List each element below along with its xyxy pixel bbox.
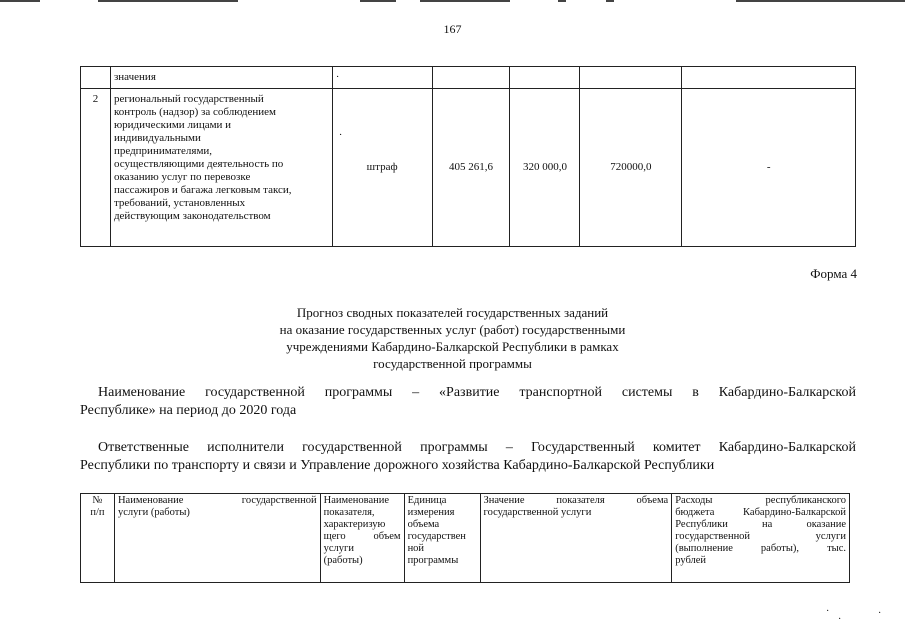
name-line: региональный государственный	[113, 93, 264, 105]
header-line: (работы)	[323, 555, 363, 566]
program-name-paragraph	[80, 384, 856, 420]
name-line: индивидуальными	[113, 132, 201, 144]
header-line: программы	[407, 555, 459, 566]
forecast-table	[80, 493, 850, 583]
header-line: государственной услуги	[675, 531, 846, 542]
header-value	[480, 494, 672, 583]
value-cell: -	[682, 89, 856, 247]
top-rule	[420, 0, 510, 2]
header-line: Республики на оказание	[675, 519, 846, 530]
name-line: пассажиров и багажа легковым такси,	[113, 184, 292, 196]
indicators-table	[80, 66, 856, 247]
stray-mark: ·	[838, 614, 842, 625]
stray-mark: ·	[826, 606, 830, 617]
table-header-row	[81, 494, 850, 583]
row-number: 2	[81, 89, 111, 247]
table-row	[81, 89, 856, 247]
table-row	[81, 67, 856, 89]
header-line: показателя,	[323, 507, 375, 518]
table-cell: ·	[332, 67, 432, 89]
value-cell: 720000,0	[580, 89, 682, 247]
header-line: ной	[407, 543, 425, 554]
title-line: учреждениями Кабардино-Балкарской Республики в рамках	[286, 339, 619, 354]
name-line: контроль (надзор) за соблюдением	[113, 106, 276, 118]
name-line: предпринимателями,	[113, 145, 213, 157]
title-line: на оказание государственных услуг (работ) государственными	[279, 322, 626, 337]
header-service	[114, 494, 320, 583]
value-cell: 405 261,6	[432, 89, 510, 247]
header-line: Значение показателя объема	[483, 495, 669, 506]
header-line: государственной услуги	[483, 507, 592, 518]
header-line: государствен	[407, 531, 466, 542]
header-line: (выполнение работы), тыс.	[675, 543, 846, 554]
header-unit	[404, 494, 480, 583]
top-rule	[606, 0, 614, 2]
paragraph-line: Республике» на период до 2020 года	[80, 403, 297, 418]
name-line: действующим законодательством	[113, 210, 271, 222]
table-cell	[81, 67, 111, 89]
table-cell	[580, 67, 682, 89]
paragraph-line: Наименование государственной программы – «Развитие транспортной системы в Кабардино-Балкарской	[98, 385, 856, 400]
header-line: бюджета Кабардино-Балкарской	[675, 507, 846, 518]
stray-mark: ·	[878, 608, 882, 619]
header-line: щего объем	[323, 531, 401, 542]
measure-cell	[332, 89, 432, 247]
form-label: Форма 4	[810, 266, 857, 281]
top-rule	[98, 0, 238, 2]
value-cell: 320 000,0	[510, 89, 580, 247]
name-line: осуществляющими деятельность по	[113, 158, 284, 170]
top-rule	[736, 0, 905, 2]
stray-mark: ·	[338, 129, 343, 141]
header-num	[81, 494, 115, 583]
measure-value: штраф	[366, 161, 398, 173]
top-rule	[0, 0, 40, 2]
top-rule	[558, 0, 566, 2]
document-title	[0, 304, 905, 372]
header-line: объема	[407, 519, 440, 530]
header-line: п/п	[90, 507, 105, 518]
header-line: характеризую	[323, 519, 386, 530]
title-line: государственной программы	[373, 356, 532, 371]
name-line: оказанию услуг по перевозке	[113, 171, 251, 183]
table-cell	[510, 67, 580, 89]
header-line: услуги	[323, 543, 354, 554]
paragraph-line: Республики по транспорту и связи и Управление дорожного хозяйства Кабардино-Балкарской Республики	[80, 458, 715, 473]
name-line: требований, установленных	[113, 197, 246, 209]
header-line: Расходы республиканского	[675, 495, 846, 506]
service-name	[110, 89, 332, 247]
paragraph-line: Ответственные исполнители государственной программы – Государственный комитет Кабардино-Балкарской	[98, 440, 856, 455]
table-cell	[432, 67, 510, 89]
title-line: Прогноз сводных показателей государственных заданий	[296, 305, 609, 320]
executors-paragraph	[80, 439, 856, 475]
header-line: рублей	[675, 555, 707, 566]
header-line: Единица	[407, 495, 447, 506]
header-line: Наименование	[323, 495, 390, 506]
page-number: 167	[443, 22, 462, 36]
name-line: юридическими лицами и	[113, 119, 232, 131]
header-line: услуги (работы)	[117, 507, 190, 518]
top-rule	[360, 0, 396, 2]
header-indicator	[320, 494, 404, 583]
table-cell: значения	[110, 67, 332, 89]
header-line: №	[92, 495, 103, 506]
header-line: измерения	[407, 507, 455, 518]
table-cell	[682, 67, 856, 89]
header-expenses	[672, 494, 850, 583]
header-line: Наименование государственной	[117, 495, 317, 506]
